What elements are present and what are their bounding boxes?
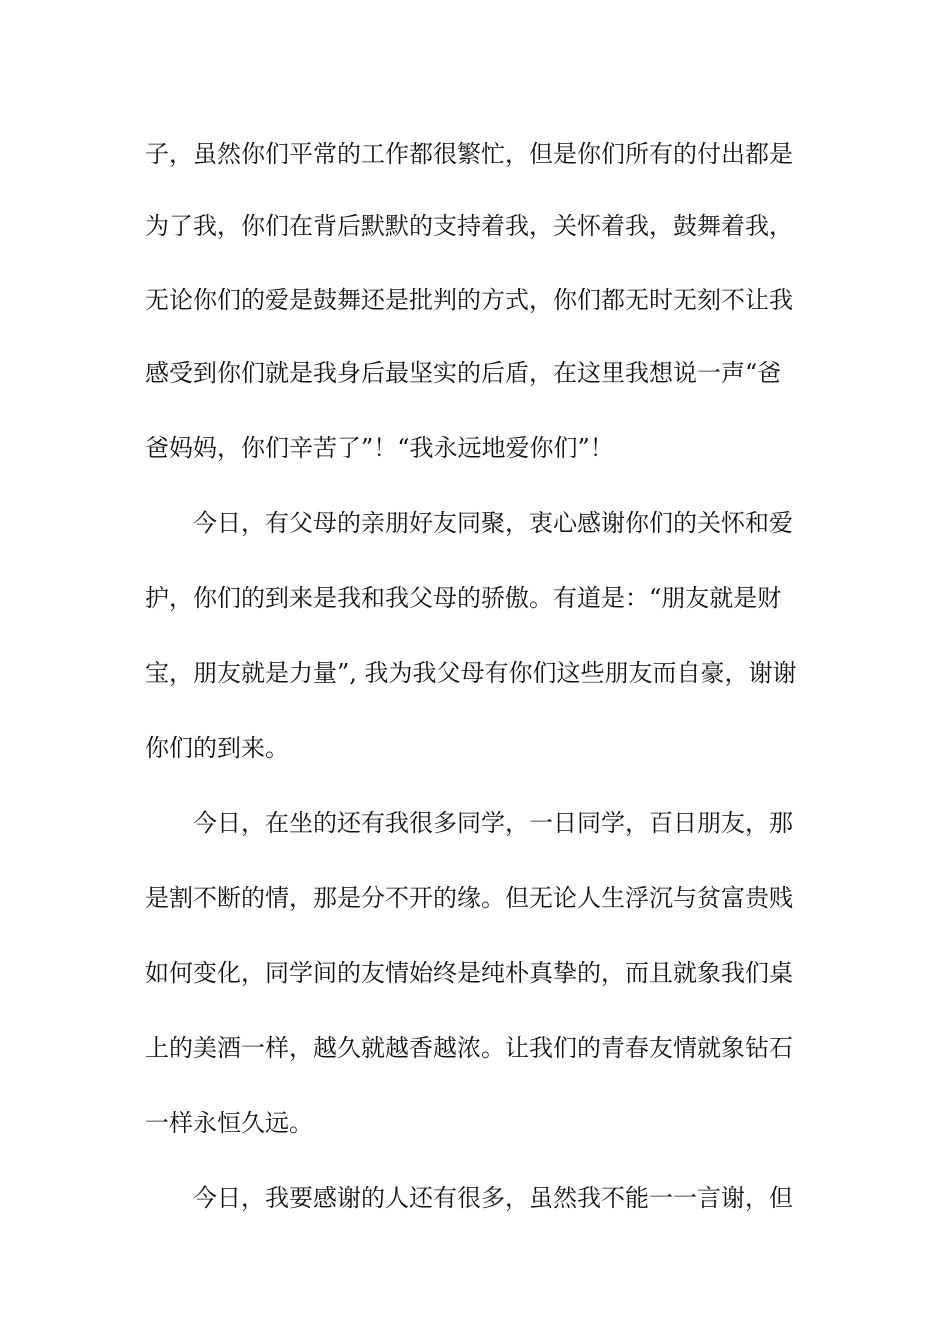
text-line-5: 爸妈妈，你们辛苦了”！“我永远地爱你们”！ — [145, 434, 614, 462]
text-line-2: 为了我，你们在背后默默的支持着我，关怀着我，鼓舞着我， — [145, 212, 793, 240]
text-line-4: 感受到你们就是我身后最坚实的后盾，在这里我想说一声“爸 — [145, 359, 782, 387]
text-line-3: 无论你们的爱是鼓舞还是批判的方式，你们都无时无刻不让我 — [145, 286, 793, 314]
text-line-13: 上的美酒一样，越久就越香越浓。让我们的青春友情就象钻石 — [145, 1034, 793, 1062]
text-line-8: 宝，朋友就是力量”, 我为我父母有你们这些朋友而自豪，谢谢 — [145, 659, 797, 687]
text-line-14: 一样永恒久远。 — [145, 1109, 313, 1137]
text-line-12: 如何变化，同学间的友情始终是纯朴真挚的，而且就象我们桌 — [145, 959, 793, 987]
paragraph-start-line: 今日，我要感谢的人还有很多，虽然我不能一一言谢，但 — [193, 1184, 793, 1212]
paragraph-start-line: 今日，在坐的还有我很多同学，一日同学，百日朋友，那 — [193, 809, 793, 837]
text-line-7: 护，你们的到来是我和我父母的骄傲。有道是：“朋友就是财 — [145, 584, 782, 612]
paragraph-start-line: 今日，有父母的亲朋好友同聚，衷心感谢你们的关怀和爱 — [193, 509, 793, 537]
text-line-1: 子，虽然你们平常的工作都很繁忙，但是你们所有的付出都是 — [145, 140, 793, 168]
text-line-11: 是割不断的情，那是分不开的缘。但无论人生浮沉与贫富贵贱 — [145, 884, 793, 912]
text-line-9: 你们的到来。 — [145, 734, 289, 762]
